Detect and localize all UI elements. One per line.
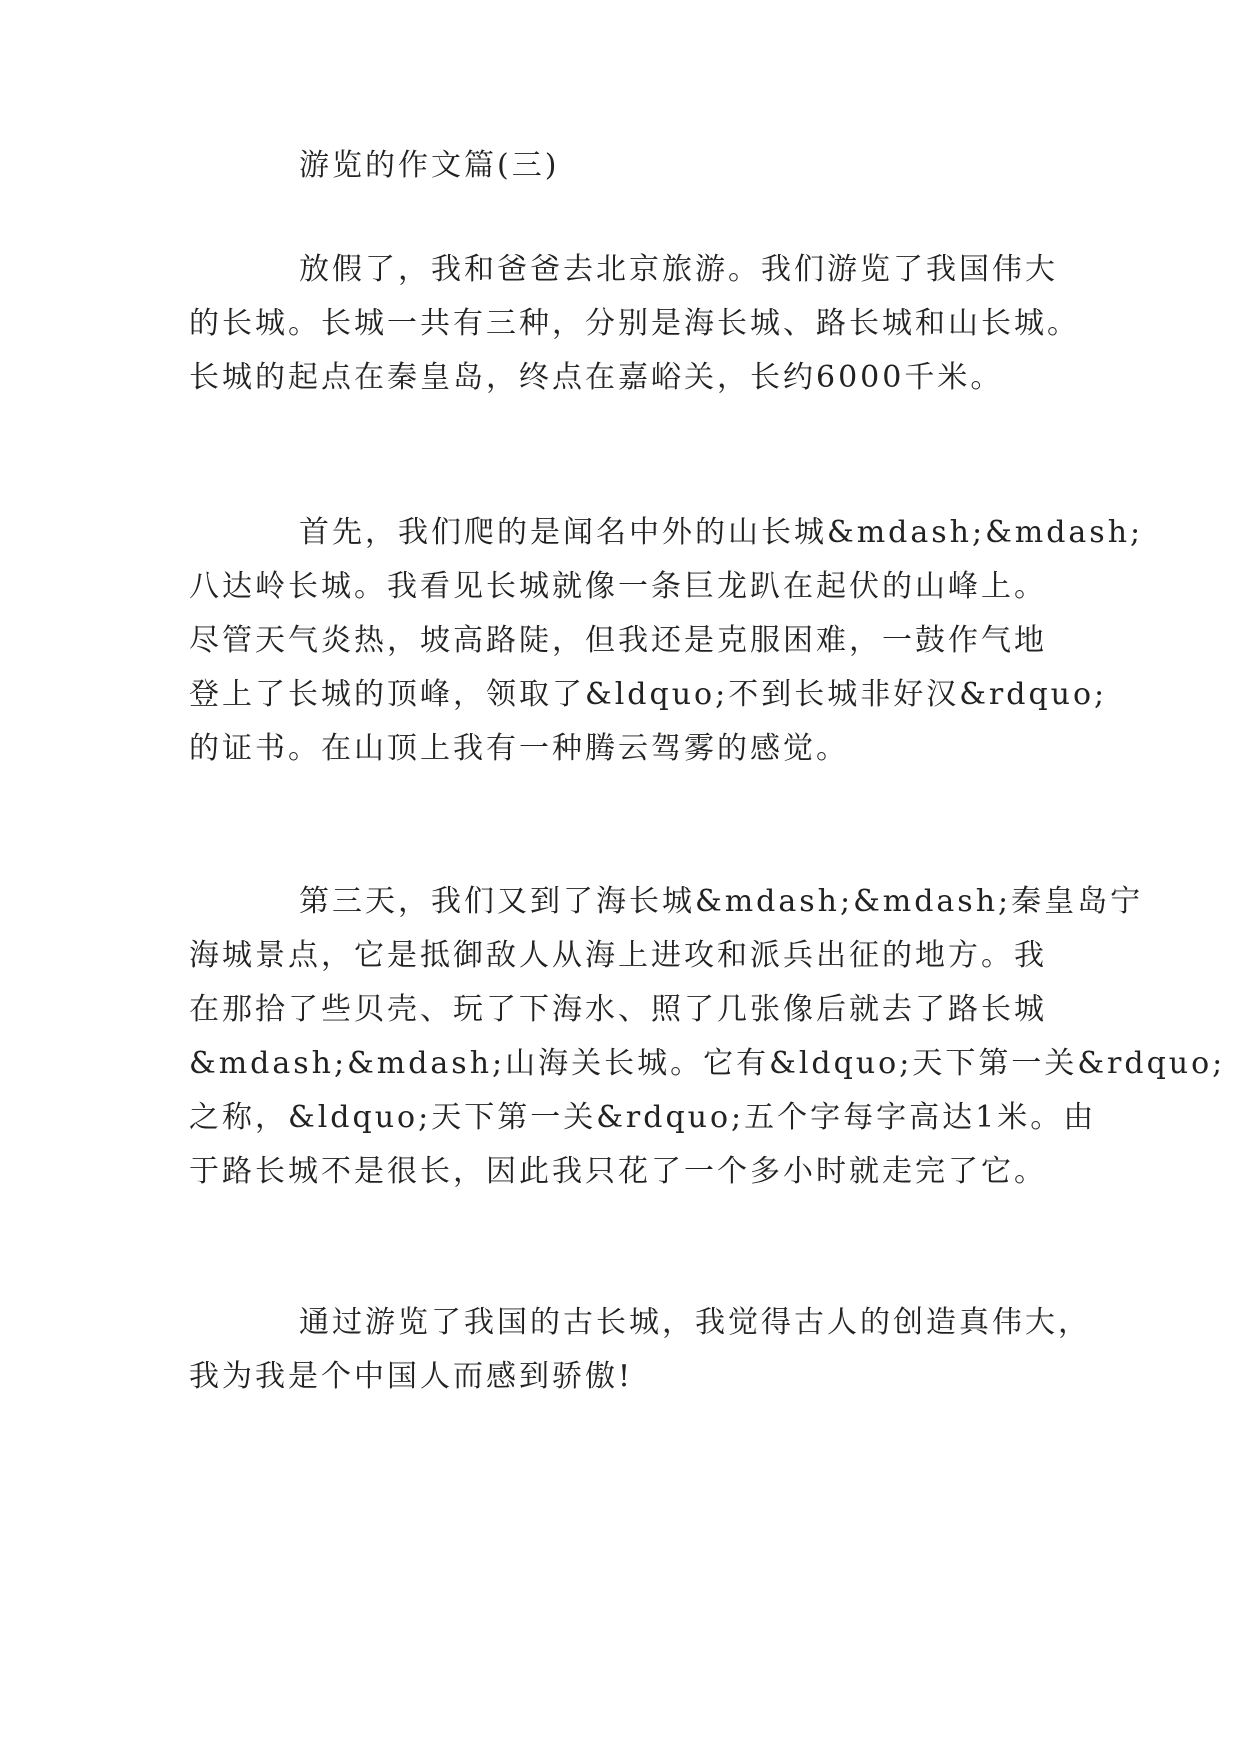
paragraph-line: 的证书。在山顶上我有一种腾云驾雾的感觉。 — [189, 731, 849, 766]
paragraph-line: 第三天，我们又到了海长城&mdash;&mdash;秦皇岛宁 — [299, 884, 1144, 919]
paragraph-line: 海城景点，它是抵御敌人从海上进攻和派兵出征的地方。我 — [189, 938, 1047, 973]
paragraph-line: 登上了长城的顶峰，领取了&ldquo;不到长城非好汉&rdquo; — [189, 677, 1108, 712]
paragraph-line: 我为我是个中国人而感到骄傲! — [189, 1359, 634, 1394]
paragraph-line: 之称，&ldquo;天下第一关&rdquo;五个字每字高达1米。由 — [189, 1100, 1097, 1135]
paragraph-line: 的长城。长城一共有三种，分别是海长城、路长城和山长城。 — [189, 306, 1080, 341]
paragraph-line: 通过游览了我国的古长城，我觉得古人的创造真伟大， — [299, 1305, 1091, 1340]
paragraph-line: &mdash;&mdash;山海关长城。它有&ldquo;天下第一关&rdquo; — [189, 1046, 1226, 1081]
paragraph-line: 放假了，我和爸爸去北京旅游。我们游览了我国伟大 — [299, 252, 1058, 287]
paragraph-line: 八达岭长城。我看见长城就像一条巨龙趴在起伏的山峰上。 — [189, 569, 1047, 604]
paragraph-line: 长城的起点在秦皇岛，终点在嘉峪关，长约6000千米。 — [189, 360, 1004, 395]
paragraph-line: 首先，我们爬的是闻名中外的山长城&mdash;&mdash; — [299, 515, 1144, 550]
paragraph-line: 在那拾了些贝壳、玩了下海水、照了几张像后就去了路长城 — [189, 992, 1047, 1027]
paragraph-line: 尽管天气炎热，坡高路陡，但我还是克服困难，一鼓作气地 — [189, 623, 1047, 658]
paragraph-line: 于路长城不是很长，因此我只花了一个多小时就走完了它。 — [189, 1154, 1047, 1189]
document-title: 游览的作文篇(三) — [299, 148, 560, 183]
